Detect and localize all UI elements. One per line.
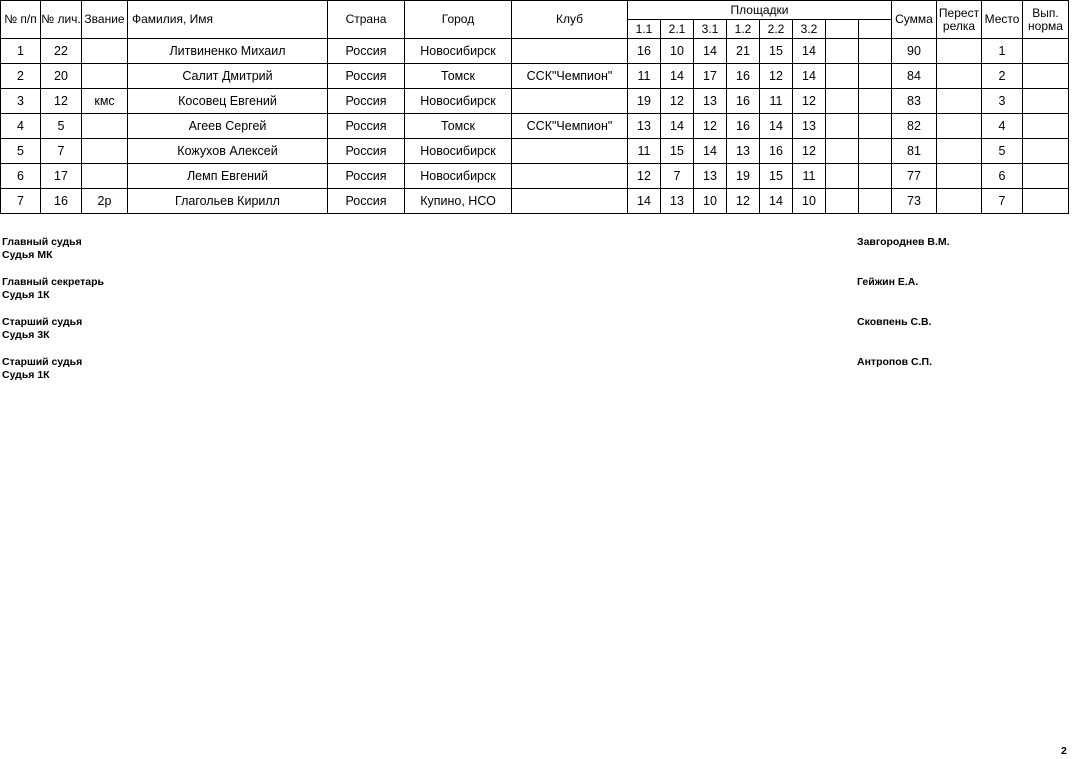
cell-np: 4 — [1, 114, 41, 139]
cell-score: 11 — [628, 64, 661, 89]
cell-gorod: Новосибирск — [405, 39, 512, 64]
cell-mesto: 6 — [982, 164, 1023, 189]
header-fio: Фамилия, Имя — [128, 1, 328, 39]
cell-strana: Россия — [328, 139, 405, 164]
cell-perestrelka — [937, 64, 982, 89]
cell-zvanie — [82, 114, 128, 139]
cell-zvanie — [82, 164, 128, 189]
cell-score: 16 — [628, 39, 661, 64]
cell-strana: Россия — [328, 64, 405, 89]
cell-score: 11 — [760, 89, 793, 114]
cell-score: 14 — [694, 139, 727, 164]
cell-nlich: 7 — [41, 139, 82, 164]
cell-klub — [512, 164, 628, 189]
cell-gorod: Томск — [405, 64, 512, 89]
table-row — [1, 164, 1069, 189]
cell-norma — [1023, 139, 1069, 164]
cell-score: 16 — [727, 89, 760, 114]
cell-score: 14 — [661, 114, 694, 139]
cell-summa: 81 — [892, 139, 937, 164]
cell-zvanie — [82, 39, 128, 64]
cell-zvanie — [82, 139, 128, 164]
cell-score: 14 — [661, 64, 694, 89]
cell-klub — [512, 89, 628, 114]
cell-strana: Россия — [328, 114, 405, 139]
cell-score: 14 — [628, 189, 661, 214]
cell-norma — [1023, 164, 1069, 189]
official-role: Главный судья — [2, 236, 82, 248]
cell-np: 6 — [1, 164, 41, 189]
header-platform — [859, 20, 892, 39]
header-platform: 3.2 — [793, 20, 826, 39]
official-role: Старший судья — [2, 316, 83, 328]
cell-fio: Салит Дмитрий — [128, 64, 328, 89]
cell-summa: 82 — [892, 114, 937, 139]
cell-score: 13 — [793, 114, 826, 139]
cell-score — [826, 114, 859, 139]
cell-strana: Россия — [328, 164, 405, 189]
cell-nlich: 12 — [41, 89, 82, 114]
official-name: Антропов С.П. — [857, 356, 932, 368]
cell-norma — [1023, 64, 1069, 89]
cell-nlich: 20 — [41, 64, 82, 89]
cell-score — [859, 114, 892, 139]
cell-fio: Кожухов Алексей — [128, 139, 328, 164]
cell-summa: 84 — [892, 64, 937, 89]
official-category: Судья 3К — [2, 329, 50, 341]
cell-score — [826, 189, 859, 214]
cell-summa: 83 — [892, 89, 937, 114]
cell-perestrelka — [937, 39, 982, 64]
cell-score: 15 — [760, 164, 793, 189]
header-vyp-norma: Вып. норма — [1023, 1, 1069, 39]
cell-strana: Россия — [328, 189, 405, 214]
cell-norma — [1023, 189, 1069, 214]
cell-score: 12 — [760, 64, 793, 89]
cell-np: 7 — [1, 189, 41, 214]
cell-strana: Россия — [328, 39, 405, 64]
cell-score — [859, 64, 892, 89]
cell-klub: ССК"Чемпион" — [512, 64, 628, 89]
cell-np: 2 — [1, 64, 41, 89]
cell-np: 1 — [1, 39, 41, 64]
cell-klub — [512, 139, 628, 164]
header-klub: Клуб — [512, 1, 628, 39]
cell-score — [826, 64, 859, 89]
official-name: Сковпень С.В. — [857, 316, 932, 328]
cell-klub — [512, 39, 628, 64]
cell-norma — [1023, 89, 1069, 114]
official-role: Главный секретарь — [2, 276, 104, 288]
header-platform — [826, 20, 859, 39]
header-ploshchadki: Площадки — [628, 1, 892, 20]
header-np: № п/п — [1, 1, 41, 39]
cell-mesto: 7 — [982, 189, 1023, 214]
cell-gorod: Новосибирск — [405, 139, 512, 164]
cell-mesto: 4 — [982, 114, 1023, 139]
cell-score: 13 — [628, 114, 661, 139]
cell-mesto: 5 — [982, 139, 1023, 164]
cell-zvanie: 2р — [82, 189, 128, 214]
cell-score: 14 — [793, 64, 826, 89]
cell-score: 15 — [760, 39, 793, 64]
cell-score: 12 — [793, 89, 826, 114]
header-platform: 2.1 — [661, 20, 694, 39]
cell-score: 12 — [694, 114, 727, 139]
cell-fio: Глагольев Кирилл — [128, 189, 328, 214]
cell-klub — [512, 189, 628, 214]
cell-score: 19 — [727, 164, 760, 189]
header-summa: Сумма — [892, 1, 937, 39]
cell-score: 14 — [793, 39, 826, 64]
cell-score — [859, 39, 892, 64]
cell-np: 5 — [1, 139, 41, 164]
cell-perestrelka — [937, 164, 982, 189]
cell-gorod: Новосибирск — [405, 164, 512, 189]
cell-score: 14 — [760, 114, 793, 139]
cell-score: 21 — [727, 39, 760, 64]
cell-nlich: 22 — [41, 39, 82, 64]
cell-score: 17 — [694, 64, 727, 89]
cell-score: 12 — [628, 164, 661, 189]
cell-score — [826, 164, 859, 189]
cell-nlich: 5 — [41, 114, 82, 139]
header-platform: 3.1 — [694, 20, 727, 39]
header-gorod: Город — [405, 1, 512, 39]
header-perestrelka: Перест релка — [937, 1, 982, 39]
official-role: Старший судья — [2, 356, 83, 368]
page-number: 2 — [1061, 745, 1067, 757]
cell-score: 16 — [760, 139, 793, 164]
table-row — [1, 64, 1069, 89]
header-nlich: № лич. — [41, 1, 82, 39]
official-category: Судья МК — [2, 249, 53, 261]
cell-score — [826, 89, 859, 114]
cell-score: 10 — [793, 189, 826, 214]
table-row — [1, 89, 1069, 114]
cell-mesto: 1 — [982, 39, 1023, 64]
cell-score: 13 — [694, 164, 727, 189]
results-table — [0, 0, 1069, 214]
header-zvanie: Звание — [82, 1, 128, 39]
cell-np: 3 — [1, 89, 41, 114]
cell-score — [859, 189, 892, 214]
official-name: Гейжин Е.А. — [857, 276, 919, 288]
cell-zvanie: кмс — [82, 89, 128, 114]
cell-score: 7 — [661, 164, 694, 189]
header-strana: Страна — [328, 1, 405, 39]
cell-summa: 77 — [892, 164, 937, 189]
cell-score: 10 — [694, 189, 727, 214]
table-row — [1, 114, 1069, 139]
cell-score: 19 — [628, 89, 661, 114]
cell-score: 15 — [661, 139, 694, 164]
cell-score: 16 — [727, 64, 760, 89]
official-name: Завгороднев В.М. — [857, 236, 950, 248]
cell-score: 11 — [793, 164, 826, 189]
cell-norma — [1023, 114, 1069, 139]
cell-mesto: 3 — [982, 89, 1023, 114]
cell-score — [859, 89, 892, 114]
cell-score: 16 — [727, 114, 760, 139]
cell-score: 13 — [694, 89, 727, 114]
table-row — [1, 139, 1069, 164]
cell-score: 13 — [661, 189, 694, 214]
header-mesto: Место — [982, 1, 1023, 39]
table-row — [1, 189, 1069, 214]
cell-fio: Агеев Сергей — [128, 114, 328, 139]
cell-mesto: 2 — [982, 64, 1023, 89]
cell-klub: ССК"Чемпион" — [512, 114, 628, 139]
header-platform: 1.2 — [727, 20, 760, 39]
cell-perestrelka — [937, 114, 982, 139]
cell-zvanie — [82, 64, 128, 89]
cell-gorod: Купино, НСО — [405, 189, 512, 214]
cell-gorod: Томск — [405, 114, 512, 139]
cell-score — [826, 139, 859, 164]
cell-score — [859, 139, 892, 164]
cell-score: 11 — [628, 139, 661, 164]
cell-score — [859, 164, 892, 189]
cell-score: 14 — [694, 39, 727, 64]
cell-nlich: 17 — [41, 164, 82, 189]
table-row — [1, 39, 1069, 64]
cell-norma — [1023, 39, 1069, 64]
header-platform: 2.2 — [760, 20, 793, 39]
cell-score: 14 — [760, 189, 793, 214]
cell-score: 12 — [793, 139, 826, 164]
cell-summa: 90 — [892, 39, 937, 64]
cell-gorod: Новосибирск — [405, 89, 512, 114]
cell-strana: Россия — [328, 89, 405, 114]
cell-score — [826, 39, 859, 64]
cell-perestrelka — [937, 189, 982, 214]
cell-fio: Литвиненко Михаил — [128, 39, 328, 64]
official-category: Судья 1К — [2, 369, 50, 381]
cell-score: 12 — [661, 89, 694, 114]
cell-score: 12 — [727, 189, 760, 214]
cell-fio: Лемп Евгений — [128, 164, 328, 189]
cell-perestrelka — [937, 139, 982, 164]
cell-perestrelka — [937, 89, 982, 114]
header-platform: 1.1 — [628, 20, 661, 39]
cell-summa: 73 — [892, 189, 937, 214]
cell-score: 13 — [727, 139, 760, 164]
cell-nlich: 16 — [41, 189, 82, 214]
cell-score: 10 — [661, 39, 694, 64]
cell-fio: Косовец Евгений — [128, 89, 328, 114]
official-category: Судья 1К — [2, 289, 50, 301]
